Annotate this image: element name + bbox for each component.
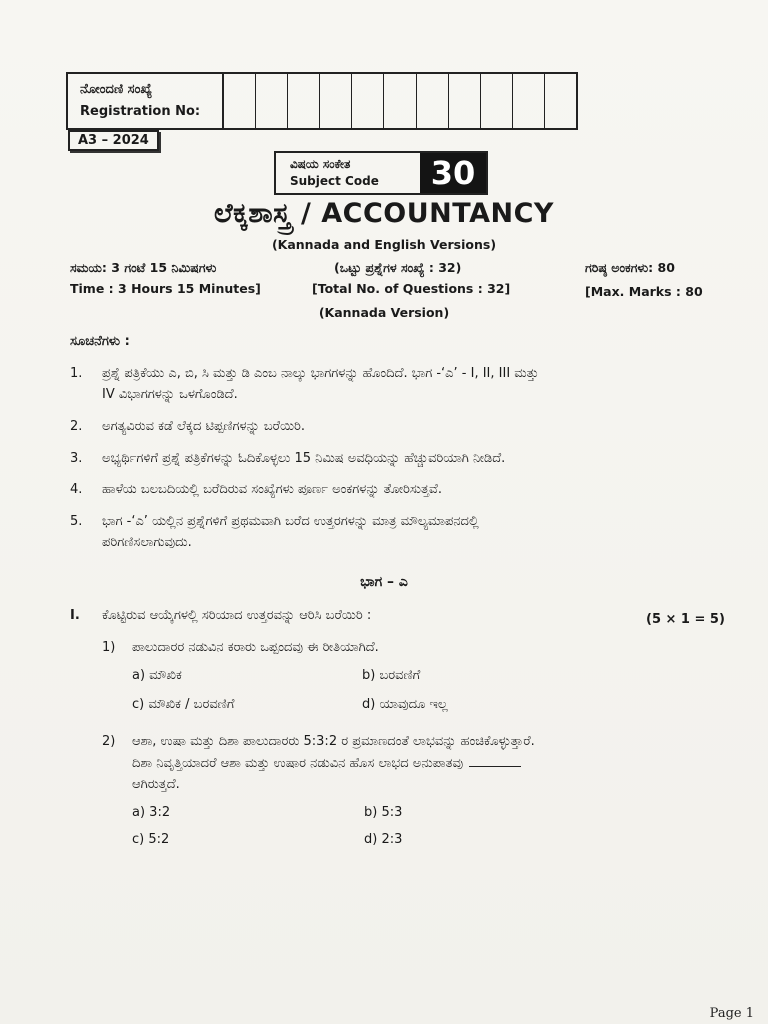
instruction-text: ಅಗತ್ಯವಿರುವ ಕಡೆ ಲೆಕ್ಕದ ಟಿಪ್ಪಣಿಗಳನ್ನು ಬರೆಯಿರಿ. xyxy=(102,419,306,434)
subject-code-number: 30 xyxy=(420,153,486,193)
version-label: (Kannada Version) xyxy=(318,305,450,320)
registration-box xyxy=(66,72,578,130)
registration-cell[interactable] xyxy=(449,74,481,128)
question-text: ಆಶಾ, ಉಷಾ ಮತ್ತು ದಿಶಾ ಪಾಲುದಾರರು 5:3:2 ರ ಪ್ರಮಾಣದಂತೆ ಲಾಭವನ್ನು ಹಂಚಿಕೊಳ್ಳುತ್ತಾರೆ. xyxy=(132,734,535,749)
registration-cell[interactable] xyxy=(417,74,449,128)
question-text: ಪಾಲುದಾರರ ನಡುವಿನ ಕರಾರು ಒಪ್ಪಂದವು ಈ ರೀತಿಯಾಗಿದೆ. xyxy=(132,640,379,655)
questions-kn: (ಒಟ್ಟು ಪ್ರಶ್ನೆಗಳ ಸಂಖ್ಯೆ : 32) xyxy=(334,260,462,275)
option-d: d) 2:3 xyxy=(364,832,403,847)
registration-cell[interactable] xyxy=(256,74,288,128)
registration-cell[interactable] xyxy=(352,74,384,128)
registration-cell[interactable] xyxy=(384,74,416,128)
time-kn: ಸಮಯ: 3 ಗಂಟೆ 15 ನಿಮಿಷಗಳು xyxy=(70,260,217,275)
instruction-num: 2. xyxy=(70,419,83,434)
instruction-text: ಹಾಳೆಯ ಬಲಬದಿಯಲ್ಲಿ ಬರೆದಿರುವ ಸಂಖ್ಯೆಗಳು ಪೂರ್ಣ ಅಂಕಗಳನ್ನು ತೋರಿಸುತ್ತವೆ. xyxy=(102,482,442,497)
instruction-num: 3. xyxy=(70,451,83,466)
registration-cell[interactable] xyxy=(481,74,513,128)
marks-en: [Max. Marks : 80 xyxy=(585,284,703,299)
option-a: a) 3:2 xyxy=(132,805,171,820)
registration-label-en: Registration No: xyxy=(80,104,201,119)
registration-label-kn: ನೋಂದಣಿ ಸಂಖ್ಯೆ xyxy=(80,82,153,97)
section-instruction: ಕೊಟ್ಟಿರುವ ಆಯ್ಕೆಗಳಲ್ಲಿ ಸರಿಯಾದ ಉತ್ತರವನ್ನು ಆರಿಸಿ ಬರೆಯಿರಿ : xyxy=(102,608,372,623)
instruction-text: ಭಾಗ -‘ಎ’ ಯಲ್ಲಿನ ಪ್ರಶ್ನೆಗಳಿಗೆ ಪ್ರಥಮವಾಗಿ ಬರೆದ ಉತ್ತರಗಳನ್ನು ಮಾತ್ರ ಮೌಲ್ಯಮಾಪನದಲ್ಲಿ xyxy=(102,514,479,529)
registration-label xyxy=(68,74,224,128)
paper-code: A3 – 2024 xyxy=(68,130,159,151)
registration-cell[interactable] xyxy=(224,74,256,128)
question-text-continued xyxy=(132,756,521,771)
versions-note: (Kannada and English Versions) xyxy=(271,237,497,252)
instructions-heading: ಸೂಚನೆಗಳು : xyxy=(70,334,130,349)
instruction-text: IV ವಿಭಾಗಗಳನ್ನು ಒಳಗೊಂಡಿದೆ. xyxy=(102,387,238,402)
part-heading: ಭಾಗ – ಎ xyxy=(360,574,408,590)
registration-cell[interactable] xyxy=(513,74,545,128)
section-num: I. xyxy=(70,608,80,623)
registration-cell[interactable] xyxy=(288,74,320,128)
instruction-text: ಪರಿಗಣಿಸಲಾಗುವುದು. xyxy=(102,535,192,550)
instruction-num: 1. xyxy=(70,366,83,381)
page-number: Page 1 xyxy=(709,1006,754,1021)
subject-code-label xyxy=(276,153,420,193)
instruction-num: 4. xyxy=(70,482,83,497)
registration-cell[interactable] xyxy=(320,74,352,128)
option-a: a) ಮೌಖಿಕ xyxy=(132,668,182,683)
option-b: b) ಬರವಣಿಗೆ xyxy=(362,668,421,683)
question-text-line3: ಆಗಿರುತ್ತದೆ. xyxy=(132,777,180,792)
subject-code-box xyxy=(274,151,488,195)
section-marks: (5 × 1 = 5) xyxy=(646,612,725,627)
subject-label-en: Subject Code xyxy=(290,174,379,188)
subject-label-kn: ವಿಷಯ ಸಂಕೇತ xyxy=(290,157,351,171)
instruction-text: ಪ್ರಶ್ನೆ ಪತ್ರಿಕೆಯು ಎ, ಬಿ, ಸಿ ಮತ್ತು ಡಿ ಎಂಬ ನಾಲ್ಕು ಭಾಗಗಳನ್ನು ಹೊಂದಿದೆ. ಭಾಗ -‘ಎ’ - I, II, III ಮತ್ತು xyxy=(102,366,539,381)
option-c: c) 5:2 xyxy=(132,832,170,847)
answer-blank xyxy=(469,756,521,767)
marks-kn: ಗರಿಷ್ಠ ಅಂಕಗಳು: 80 xyxy=(585,260,675,275)
option-c: c) ಮೌಖಿಕ / ಬರವಣಿಗೆ xyxy=(132,697,235,712)
instruction-num: 5. xyxy=(70,514,83,529)
question-num: 2) xyxy=(102,734,116,749)
time-en: Time : 3 Hours 15 Minutes] xyxy=(70,281,261,296)
questions-en: [Total No. of Questions : 32] xyxy=(312,281,511,296)
question-num: 1) xyxy=(102,640,116,655)
page-title: ಲೆಕ್ಕಶಾಸ್ತ್ರ / ACCOUNTANCY xyxy=(214,198,554,229)
option-d: d) ಯಾವುದೂ ಇಲ್ಲ xyxy=(362,697,448,712)
option-b: b) 5:3 xyxy=(364,805,403,820)
instruction-text: ಅಭ್ಯರ್ಥಿಗಳಿಗೆ ಪ್ರಶ್ನೆ ಪತ್ರಿಕೆಗಳನ್ನು ಓದಿಕೊಳ್ಳಲು 15 ನಿಮಿಷ ಅವಧಿಯನ್ನು ಹೆಚ್ಚುವರಿಯಾಗಿ ನೀಡಿದೆ. xyxy=(102,451,506,466)
registration-cell[interactable] xyxy=(545,74,576,128)
question-text-line2: ದಿಶಾ ನಿವೃತ್ತಿಯಾದರೆ ಆಶಾ ಮತ್ತು ಉಷಾರ ನಡುವಿನ ಹೊಸ ಲಾಭದ ಅನುಪಾತವು xyxy=(132,756,464,771)
